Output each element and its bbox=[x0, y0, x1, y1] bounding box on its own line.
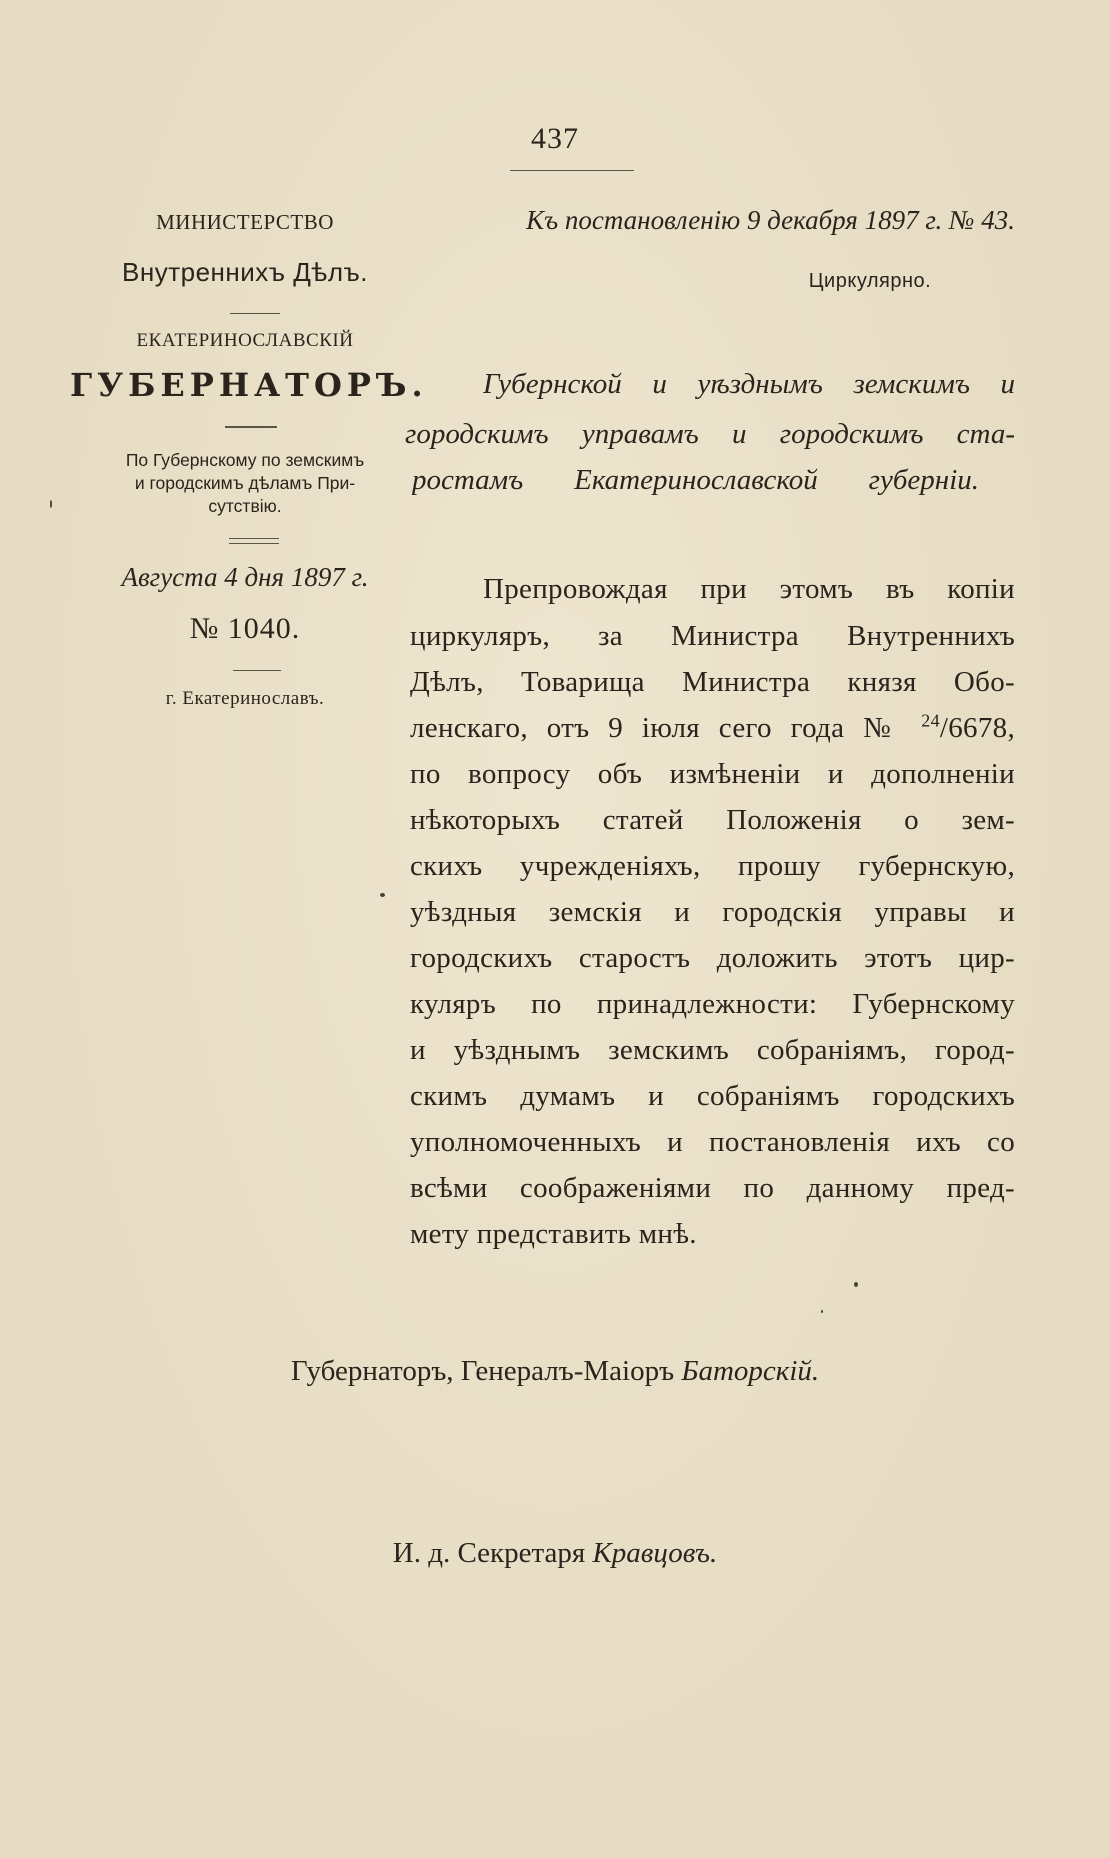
department-line: и городскимъ дѣламъ При- bbox=[134, 473, 356, 493]
ink-speck bbox=[50, 500, 52, 508]
body-line: городскихъ старостъ доложить этотъ цир- bbox=[410, 942, 1015, 974]
body-line: скимъ думамъ и собраніямъ городскихъ bbox=[410, 1080, 1015, 1112]
body-line: всѣми соображеніями по данному пред- bbox=[410, 1172, 1015, 1204]
divider-rule bbox=[229, 538, 279, 539]
ink-speck bbox=[380, 893, 385, 897]
province-label: ЕКАТЕРИНОСЛАВСКІЙ bbox=[136, 330, 354, 351]
decree-reference: Къ постановленію 9 декабря 1897 г. № 43. bbox=[526, 205, 1015, 235]
addressee-line: Губернской и уѣзднымъ земскимъ и bbox=[483, 368, 1015, 400]
body-line-text: ленскаго, отъ 9 іюля сего года № bbox=[410, 712, 903, 744]
addressee-line: городскимъ управамъ и городскимъ ста- bbox=[405, 418, 1015, 450]
body-line: нѣкоторыхъ статей Положенія о зем- bbox=[410, 804, 1015, 836]
body-line: скихъ учрежденіяхъ, прошу губернскую, bbox=[410, 850, 1015, 882]
body-line bbox=[410, 712, 1015, 745]
ink-speck bbox=[854, 1282, 858, 1287]
body-line: и уѣзднымъ земскимъ собраніямъ, город- bbox=[410, 1034, 1015, 1066]
body-line: по вопросу объ измѣненіи и дополненіи bbox=[410, 758, 1015, 790]
issue-number-tail: /6678, bbox=[939, 712, 1015, 744]
body-line: Препровождая при этомъ въ копіи bbox=[483, 573, 1015, 605]
circular-label: Циркулярно. bbox=[808, 270, 932, 292]
issue-superscript: 24 bbox=[921, 710, 940, 731]
divider-rule bbox=[229, 543, 279, 544]
document-number: № 1040. bbox=[189, 612, 301, 645]
department-line: По Губернскому по земскимъ bbox=[125, 450, 365, 470]
body-line: мету представить мнѣ. bbox=[410, 1218, 697, 1250]
ministry-name: Внутреннихъ Дѣлъ. bbox=[122, 257, 368, 287]
city-label: г. Екатеринославъ. bbox=[165, 688, 325, 709]
signature-title: Губернаторъ, Генералъ-Маіоръ bbox=[290, 1355, 682, 1387]
divider-rule bbox=[230, 313, 280, 314]
divider-rule bbox=[233, 670, 281, 671]
body-line: циркуляръ, за Министра Внутреннихъ bbox=[410, 620, 1015, 652]
ink-speck bbox=[821, 1310, 823, 1313]
body-line: уполномоченныхъ и постановленія ихъ со bbox=[410, 1126, 1015, 1158]
body-line: уѣздныя земскія и городскія управы и bbox=[410, 896, 1015, 928]
secretary-name: Кравцовъ. bbox=[592, 1537, 718, 1569]
ministry-label: МИНИСТЕРСТВО bbox=[156, 210, 334, 234]
body-line: Дѣлъ, Товарища Министра князя Обо- bbox=[410, 666, 1015, 698]
dispatch-date: Августа 4 дня 1897 г. bbox=[121, 562, 369, 592]
page-number-rule bbox=[510, 170, 634, 171]
page-number: 437 bbox=[531, 122, 579, 155]
secretary-signature bbox=[0, 1537, 1110, 1570]
governor-signature bbox=[0, 1355, 1110, 1388]
addressee-line: ростамъ Екатеринославской губерніи. bbox=[412, 464, 979, 496]
department-line: сутствію. bbox=[208, 496, 282, 516]
divider-rule bbox=[225, 426, 277, 428]
body-line: куляръ по принадлежности: Губернскому bbox=[410, 988, 1015, 1020]
governor-title: ГУБЕРНАТОРЪ. bbox=[70, 366, 428, 404]
signature-name: Баторскій. bbox=[681, 1355, 820, 1387]
secretary-title: И. д. Секретаря bbox=[392, 1537, 593, 1569]
